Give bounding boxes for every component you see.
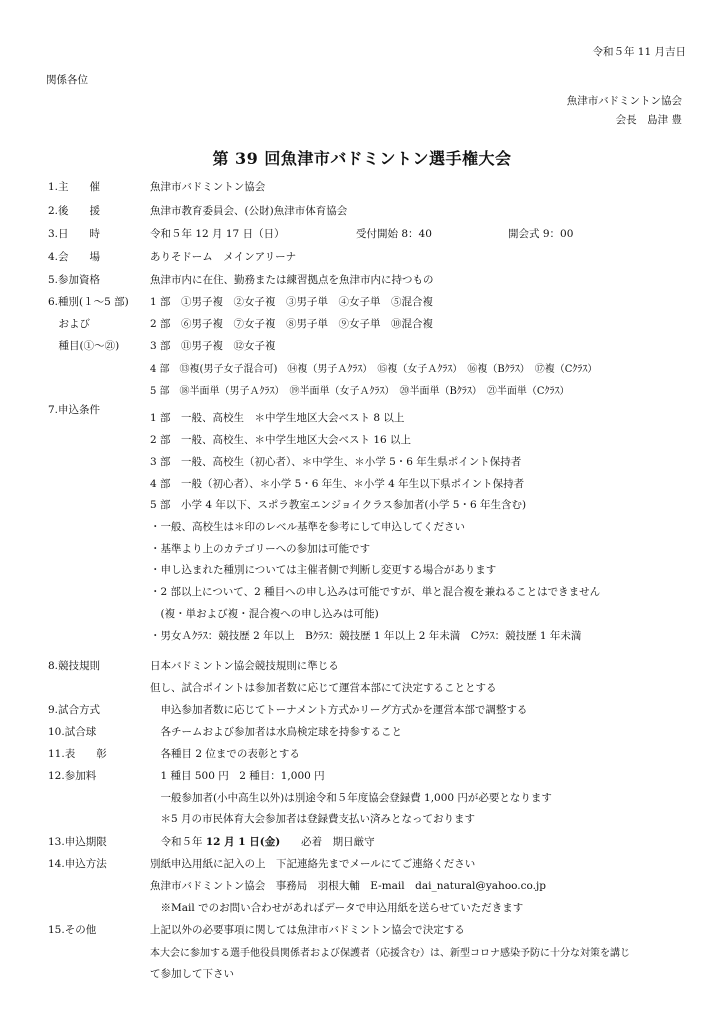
categories-label-2: および — [48, 318, 90, 330]
category-row: 3 部 ⑪男子複 ⑫女子複 — [150, 340, 276, 352]
deadline-pre: 令和５年 — [150, 836, 206, 848]
issue-date: 令和５年 11 月吉日 — [592, 46, 686, 58]
venue-label: 4.会 場 — [48, 251, 101, 263]
conditions-label: 7.申込条件 — [48, 404, 101, 416]
format-value: 申込参加者数に応じてトーナメント方式かリーグ方式かを運営本部で調整する — [150, 704, 528, 716]
condition-line: ・申し込まれた種別については主催者側で判断し変更する場合があります — [150, 564, 497, 576]
fee-line: 1 種目 500 円 2 種目：1,000 円 — [150, 770, 325, 782]
organizer-label: 1.主 催 — [48, 181, 101, 193]
support-value: 魚津市教育委員会、(公財)魚津市体育協会 — [150, 205, 348, 217]
rules-line: 但し、試合ポイントは参加者数に応じて運営本部にて決定することとする — [150, 682, 497, 694]
deadline-note: 必着 期日厳守 — [280, 836, 375, 848]
condition-line: ・一般、高校生は＊印のレベル基準を参考にして申込してください — [150, 521, 465, 533]
condition-line: 5 部 小学 4 年以下、スポラ教室エンジョイクラス参加者(小学 5・6 年生含む) — [150, 499, 527, 511]
condition-line: ・2 部以上について、2 種目への申し込みは可能ですが、単と混合複を兼ねることはできません — [150, 586, 601, 598]
other-label: 15.その他 — [48, 924, 97, 936]
condition-line: 4 部 一般（初心者）、＊小学 5・6 年生、＊小学 4 年生以下県ポイント保持者 — [150, 478, 525, 490]
deadline-date: 12 月 1 日(金) — [205, 836, 281, 848]
category-row: 4 部 ⑬複(男子女子混合可) ⑭複（男子Ａｸﾗｽ） ⑮複（女子Ａｸﾗｽ） ⑯複（Bｸﾗｽ） ⑰複（Cｸﾗｽ） — [150, 364, 598, 375]
date-value: 令和５年 12 月 17 日（日） — [150, 228, 285, 240]
other-line: 上記以外の必要事項に関しては魚津市バドミントン協会で決定する — [150, 924, 465, 936]
eligibility-value: 魚津市内に在住、勤務または練習拠点を魚津市内に持つもの — [150, 274, 434, 286]
rules-label: 8.競技規則 — [48, 660, 101, 672]
fee-line: 一般参加者(小中高生以外)は別途令和５年度協会登録費 1,000 円が必要となります — [150, 792, 552, 804]
method-label: 14.申込方法 — [48, 858, 107, 870]
other-line: て参加して下さい — [150, 968, 234, 980]
other-line: 本大会に参加する選手他役員関係者および保護者（応援含む）は、新型コロナ感染予防に十分な対策を講じ — [150, 948, 630, 959]
organizer-value: 魚津市バドミントン協会 — [150, 181, 266, 193]
opening-time: 開会式 9：00 — [508, 228, 574, 240]
method-line: 魚津市バドミントン協会 事務局 羽根大輔 E-mail dai_natural@yahoo.co.jp — [150, 880, 546, 892]
condition-line: 3 部 一般、高校生（初心者）、＊中学生、＊小学 5・6 年生県ポイント保持者 — [150, 456, 522, 468]
condition-line: ・男女Ａｸﾗｽ：競技歴 2 年以上 Bｸﾗｽ：競技歴 1 年以上 2 年未満 Cｸﾗｽ：競技歴 1 年未満 — [150, 630, 582, 642]
deadline-value — [150, 834, 375, 849]
shuttle-value: 各チームおよび参加者は水鳥検定球を持参すること — [150, 726, 402, 738]
format-label: 9.試合方式 — [48, 704, 101, 716]
categories-label-3: 種目(①～㉑) — [48, 340, 120, 352]
condition-line: 1 部 一般、高校生 ＊中学生地区大会ベスト 8 以上 — [150, 412, 405, 424]
fee-line: ＊5 月の市民体育大会参加者は登録費支払い済みとなっております — [150, 813, 476, 825]
support-label: 2.後 援 — [48, 205, 101, 217]
condition-line: ・基準より上のカテゴリーへの参加は可能です — [150, 543, 371, 555]
reception-time: 受付開始 8：40 — [356, 228, 432, 240]
venue-value: ありそドーム メインアリーナ — [150, 251, 297, 263]
eligibility-label: 5.参加資格 — [48, 274, 101, 286]
shuttle-label: 10.試合球 — [48, 726, 97, 738]
document-title: 第 39 回魚津市バドミントン選手権大会 — [212, 149, 512, 168]
sender-org: 魚津市バドミントン協会 — [566, 95, 682, 107]
addressee: 関係各位 — [46, 74, 88, 86]
sender-person: 会長 島津 豊 — [615, 114, 682, 126]
condition-line: 2 部 一般、高校生、＊中学生地区大会ベスト 16 以上 — [150, 434, 412, 446]
condition-line: (複・単および複・混合複への申し込みは可能) — [150, 608, 379, 620]
fee-label: 12.参加料 — [48, 770, 97, 782]
category-row: 5 部 ⑱半面単（男子Ａｸﾗｽ） ⑲半面単（女子Ａｸﾗｽ） ⑳半面単（Bｸﾗｽ） ㉑半面単（Cｸﾗｽ） — [150, 386, 570, 397]
date-label: 3.日 時 — [48, 228, 101, 240]
deadline-label: 13.申込期限 — [48, 836, 107, 848]
method-line: 別紙申込用紙に記入の上 下記連絡先までメールにてご連絡ください — [150, 858, 476, 870]
categories-label-1: 6.種別(１～5 部) — [48, 296, 129, 308]
awards-label: 11.表 彰 — [48, 748, 107, 760]
rules-line: 日本バドミントン協会競技規則に準じる — [150, 660, 339, 672]
category-row: 1 部 ①男子複 ②女子複 ③男子単 ④女子単 ⑤混合複 — [150, 296, 434, 308]
awards-value: 各種目 2 位までの表彰とする — [150, 748, 300, 760]
method-line: ※Mail でのお問い合わせがあればデータで申込用紙を送らせていただきます — [150, 902, 524, 914]
category-row: 2 部 ⑥男子複 ⑦女子複 ⑧男子単 ⑨女子単 ⑩混合複 — [150, 318, 434, 330]
